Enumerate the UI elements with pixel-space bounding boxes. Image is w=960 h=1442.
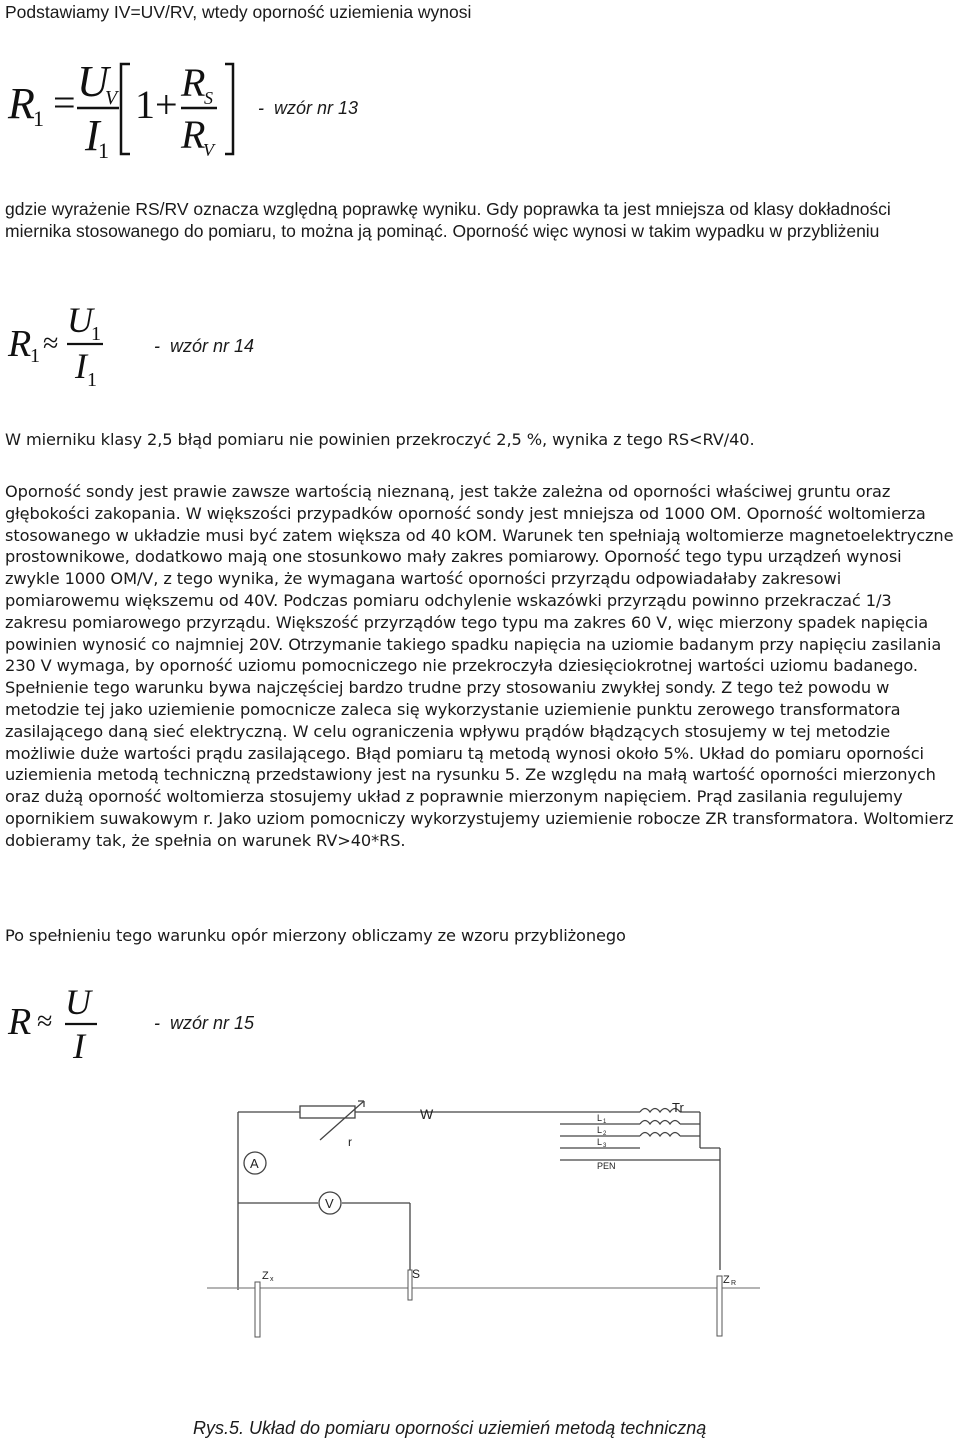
formula13-inner-num-sub: S bbox=[204, 88, 213, 108]
formula14-num-sub: 1 bbox=[91, 323, 101, 345]
paragraph-2: W mierniku klasy 2,5 błąd pomiaru nie powinien przekroczyć 2,5 %, wynika z tego RS<RV/40. bbox=[5, 430, 755, 449]
label-L2: L bbox=[597, 1125, 603, 1135]
label-ZR-sub: R bbox=[731, 1280, 737, 1287]
formula13-num: U bbox=[77, 58, 109, 106]
formula14-den-sub: 1 bbox=[87, 369, 97, 391]
formula15-label: - wzór nr 15 bbox=[154, 1013, 255, 1033]
label-L3: L bbox=[597, 1137, 603, 1147]
label-L1-sub: 1 bbox=[603, 1119, 607, 1125]
label-L3-sub: 3 bbox=[603, 1143, 607, 1149]
formula-15 bbox=[5, 984, 115, 1066]
formula14-approx: ≈ bbox=[43, 328, 59, 359]
formula14-lhs: R bbox=[8, 323, 32, 365]
label-r: r bbox=[348, 1135, 352, 1149]
formula14-label: - wzór nr 14 bbox=[154, 336, 255, 356]
formula14-num: U bbox=[67, 300, 93, 340]
figure-caption: Rys.5. Układ do pomiaru oporności uziemień metodą techniczną bbox=[193, 1418, 707, 1438]
formula13-lhs: R bbox=[8, 79, 35, 128]
label-S: S bbox=[412, 1267, 421, 1281]
formula13-den: I bbox=[85, 111, 100, 160]
circuit-diagram bbox=[200, 1090, 760, 1340]
formula14-lhs-sub: 1 bbox=[30, 345, 40, 367]
formula13-lhs-sub: 1 bbox=[33, 106, 44, 131]
paragraph-4: Po spełnieniu tego warunku opór mierzony obliczamy ze wzoru przybliżonego bbox=[5, 926, 626, 945]
label-Zx: Z bbox=[262, 1270, 269, 1282]
formula13-label: - wzór nr 13 bbox=[258, 98, 359, 118]
formula13-one-plus: 1+ bbox=[135, 82, 178, 127]
formula13-den-sub: 1 bbox=[98, 138, 109, 162]
paragraph-3: Oporność sondy jest prawie zawsze wartością nieznaną, jest także zależna od oporności właściwej gruntu oraz głębokości zakopania. W większości przypadków oporność sondy jest mniejsza od 1000 OM. Oporność woltomierza stosowanego w układzie musi być zatem większa od 40 kOM. Warunek ten spełniają woltomierze magnetoelektryczne prostownikowe, dodatkowo mają one stosunkowo mały zakres pomiarowy. Oporność tego typu urządzeń wynosi zwykle 1000 OM/V, z tego wynika, że wymagana wartość oporności przyrządu odpowiadałaby zakresowi pomiarowemu większemu od 40V. Podczas pomiaru odchylenie wskazówki przyrządu powinno przekraczać 1/3 zakresu pomiarowego przyrządu. Większość przyrządów tego typu ma zakres 60 V, więc mierzony spadek napięcia powinien wynosić co najmniej 20V. Otrzymanie takiego spadku napięcia na uziomie badanym przy napięciu zasilania 230 V wymaga, by oporność uziomu pomocniczego nie przekroczyła dziesięciokrotnej wartości uziomu badanego. Spełnienie tego warunku bywa najczęściej bardzo trudne przy stosowaniu zwykłej sondy. Z tego też powodu w metodzie tej jako uziemienie pomocnicze zaleca się wykorzystanie uziemienie punktu zerowego transformatora zasilającego daną sieć elektryczną. W celu ograniczenia wpływu prądów błądzących stosujemy w tej metodzie możliwie duże wartości prądu zasilającego. Błąd pomiaru tą metodą wynosi około 5%. Układ do pomiaru oporności uziemienia metodą techniczną przedstawiony jest na rysunku 5. Ze względu na małą wartość oporności mierzonych oraz dużą oporność woltomierza stosujemy układ z poprawnie mierzonym napięciem. Prąd zasilania regulujemy opornikiem suwakowym r. Jako uziom pomocniczy wykorzystujemy uziemienie robocze ZR transformatora. Woltomierz dobieramy tak, że spełnia on warunek RV>40*RS. bbox=[5, 482, 954, 850]
formula15-lhs: R bbox=[8, 1001, 32, 1043]
formula14-den: I bbox=[75, 346, 87, 386]
formula13-inner-num: R bbox=[181, 60, 206, 105]
formula13-inner-den-sub: V bbox=[203, 140, 214, 160]
label-Tr: Tr bbox=[672, 1100, 684, 1115]
formula13-inner-den: R bbox=[181, 112, 206, 157]
formula-13 bbox=[5, 58, 245, 162]
formula15-approx: ≈ bbox=[37, 1006, 53, 1037]
voltmeter-label: V bbox=[325, 1196, 334, 1211]
label-PEN: PEN bbox=[597, 1161, 616, 1171]
label-ZR: Z bbox=[723, 1274, 730, 1286]
label-L2-sub: 2 bbox=[603, 1131, 607, 1137]
label-L1: L bbox=[597, 1113, 603, 1123]
label-Zx-sub: x bbox=[270, 1276, 274, 1283]
ammeter-label: A bbox=[250, 1156, 259, 1171]
svg-text:=: = bbox=[53, 80, 76, 125]
formula15-den: I bbox=[73, 1026, 85, 1066]
label-W: W bbox=[420, 1106, 434, 1122]
formula-14 bbox=[5, 300, 135, 394]
paragraph-1: gdzie wyrażenie RS/RV oznacza względną poprawkę wyniku. Gdy poprawka ta jest mniejsza od klasy dokładności miernika stosowanego do pomiaru, to można ją pominąć. Oporność więc wynosi w takim wypadku w przybliżeniu bbox=[5, 199, 891, 241]
formula15-num: U bbox=[65, 984, 91, 1022]
intro-text: Podstawiamy IV=UV/RV, wtedy oporność uziemienia wynosi bbox=[5, 2, 472, 22]
formula13-num-sub: V bbox=[105, 87, 118, 109]
